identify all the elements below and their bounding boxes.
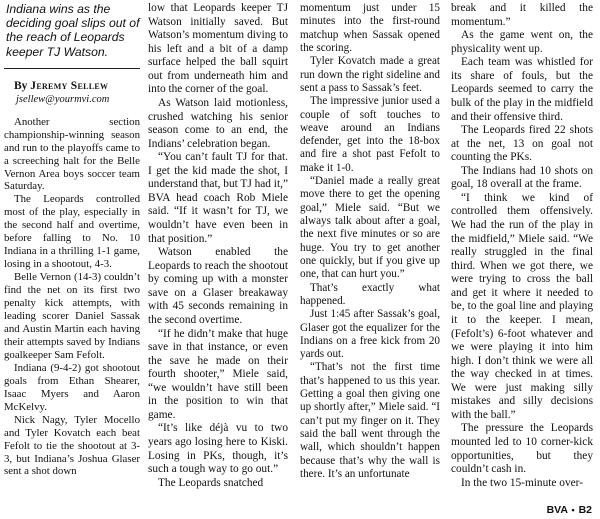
article-column-4 — [451, 2, 593, 490]
article-paragraph: Belle Vernon (14-3) couldn’t find the net on its first two penalty kick attempts, with leading scorer Daniel Sassak and Austin Martin each having their attempts saved by Indians goalkeeper Sam Fefolt. — [4, 271, 140, 361]
article-paragraph: “That’s not the first time that’s happened to us this year. Getting a goal then giving one up shortly after,” Miele said. “I can’t put my finger on it. They said the ball went through the wall, which shouldn’t happen because that’s why the wall is there. It’s an unfortunate — [300, 361, 440, 480]
article-column-3 — [300, 2, 440, 481]
page-footer — [547, 504, 592, 516]
article-paragraph: Watson enabled the Leopards to reach the shootout by coming up with a monster save on a Glaser breakaway with 45 seconds remaining in the second overtime. — [148, 246, 288, 326]
article-paragraph: Tyler Kovatch made a great run down the right sideline and sent a pass to Sassak’s feet. — [300, 55, 440, 94]
article-paragraph: break and it killed the momentum.” — [451, 2, 593, 28]
article-paragraph: The Leopards fired 22 shots at the net, 13 on goal not counting the PKs. — [451, 124, 593, 164]
article-paragraph: The Leopards snatched — [158, 476, 264, 489]
article-paragraph: The impressive junior used a couple of soft touches to weave around an Indians defender, get into the 18-box and fire a shot past Fefolt to make it 1-0. — [300, 95, 440, 174]
article-paragraph: In the two 15-minute over- — [461, 476, 584, 489]
article-paragraph: momentum just under 15 minutes into the first-round matchup when Sassak opened the scoring. — [300, 2, 440, 54]
byline-prefix: By — [14, 79, 28, 92]
article-paragraph: The pressure the Leopards mounted led to 10 corner-kick opportunities, but they couldn’t cash in. — [451, 422, 593, 476]
byline-email: jsellew@yourmvi.com — [16, 93, 110, 105]
footer-section: BVA — [546, 504, 568, 516]
article-paragraph: The Leopards controlled most of the play, especially in the second half and overtime, before falling to No. 10 Indiana in a thrilling 1-1 game, losing in a shootout, 4-3. — [4, 193, 140, 271]
article-paragraph: low that Leopards keeper TJ Watson initially saved. But Watson’s momentum diving to his left and a bit of a damp surface helped the ball squirt out from underneath him and into the corner of the goal. — [148, 2, 288, 96]
article-paragraph: As the game went on, the physicality went up. — [451, 29, 593, 55]
article-column-1 — [4, 2, 140, 478]
article-paragraph: “It’s like déjà vu to two years ago losing here to Kiski. Losing in PKs, though, it’s such a tough way to go out.” — [148, 422, 288, 476]
byline — [14, 80, 140, 93]
article-paragraph: “If he didn’t make that huge save in that instance, or even the save he made on their fourth shooter,” Miele said, “we wouldn’t have still been in the position to win that game. — [148, 327, 288, 421]
article-column-2 — [148, 2, 288, 490]
article-paragraph: The Indians had 10 shots on goal, 18 overall at the frame. — [451, 164, 593, 191]
article-paragraph: That’s exactly what happened. — [300, 281, 440, 307]
article-paragraph: Just 1:45 after Sassak’s goal, Glaser got the equalizer for the Indians on a free kick from 20 yards out. — [300, 308, 440, 361]
article-paragraph: Nick Nagy, Tyler Mocello and Tyler Kovatch each beat Fefolt to tie the shootout at 3-3, but Indiana’s Joshua Glaser sent a shot down — [4, 413, 140, 478]
article-paragraph: As Watson laid motionless, crushed watching his senior season come to an end, the Indians’ celebration began. — [148, 96, 288, 150]
article-paragraph: Indiana (9-4-2) got shootout goals from Ethan Shearer, Isaac Myers and Aaron McKelvy. — [4, 361, 140, 413]
footer-separator: • — [571, 505, 575, 515]
photo-caption: Indiana wins as the deciding goal slips out of the reach of Leopards keeper TJ Watson. — [6, 2, 140, 59]
footer-page-number: B2 — [578, 504, 592, 516]
caption-divider — [4, 68, 140, 69]
article-paragraph: “Daniel made a really great move there to get the opening goal,” Miele said. “But we always talk about after a goal, the next five minutes or so are huge. You try to get another one quickly, but if you give up one, that can hurt you.” — [300, 175, 440, 281]
article-paragraph: Each team was whistled for its share of fouls, but the Leopards seemed to carry the bulk of the play in the midfield and their offensive third. — [451, 56, 593, 123]
article-paragraph: Another section championship-winning season and run to the playoffs came to a screeching halt for the Belle Vernon Area boys soccer team Saturday. — [4, 115, 140, 193]
article-paragraph: “I think we kind of controlled them offensively. We had the run of the play in the midfield,” Miele said. “We really struggled in the final third. When we got there, we were trying to cross the ball and get it where it needed to be, to the goal line and playing it to the keeper. I mean, (Fefolt’s) 6-foot whatever and we were playing it into him high. I don’t think we were all the way checked in at times. We were just making silly mistakes and silly decisions with the ball.” — [451, 191, 593, 421]
article-paragraph: “You can’t fault TJ for that. I get the kid made the shot, I understand that, but TJ had it,” BVA head coach Rob Miele said. “If it wasn’t for TJ, we wouldn’t have even been in that position.” — [148, 151, 288, 245]
byline-author: Jeremy Sellew — [30, 79, 109, 92]
